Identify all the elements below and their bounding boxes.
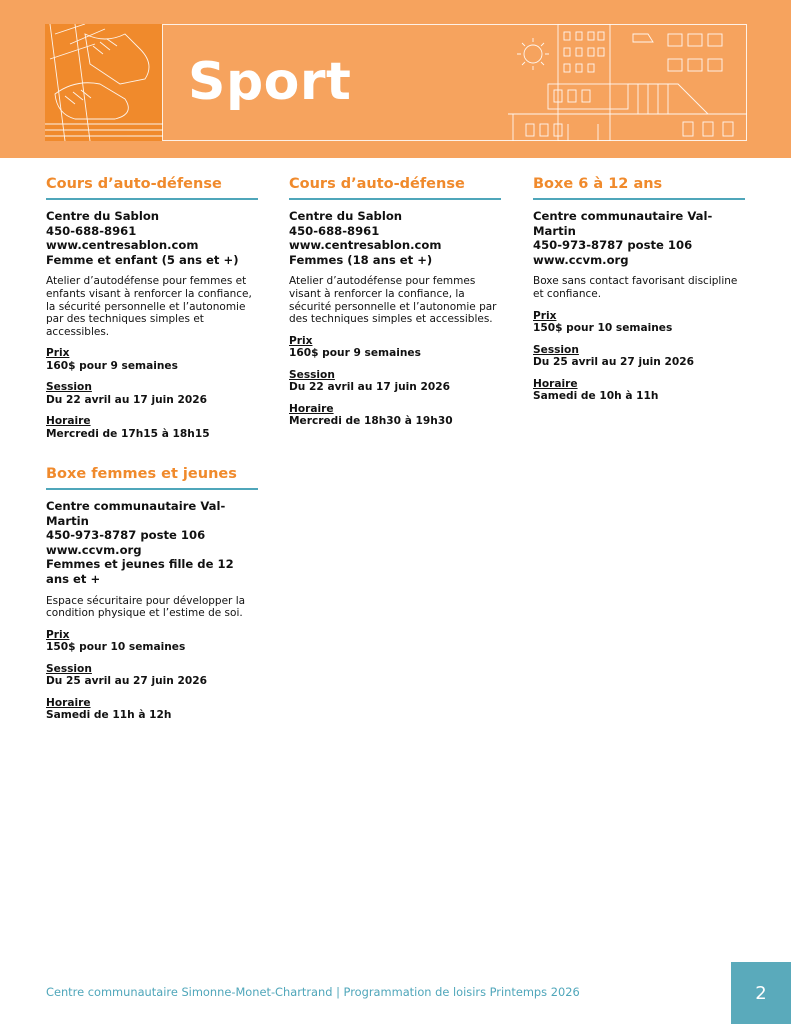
- schedule-value: Samedi de 11h à 12h: [46, 709, 172, 722]
- page-number: [731, 962, 791, 1024]
- session-value: Du 25 avril au 27 juin 2026: [533, 356, 695, 369]
- price-label: Prix: [46, 628, 70, 641]
- section-title: Cours d’auto-défense: [46, 175, 258, 200]
- session-field: [533, 344, 745, 369]
- price-value: 150$ pour 10 semaines: [533, 322, 673, 335]
- session-field: [289, 369, 501, 394]
- price-field: [46, 629, 258, 654]
- schedule-label: Horaire: [289, 402, 334, 415]
- activity-section: [46, 465, 258, 722]
- schedule-value: Mercredi de 18h30 à 19h30: [289, 415, 453, 428]
- schedule-value: Mercredi de 17h15 à 18h15: [46, 427, 210, 440]
- column-3: [533, 175, 745, 403]
- description: Atelier d’autodéfense pour femmes visant à renforcer la confiance, la sécurité personnelle et l’autonomie par des techniques simples et accessibles.: [289, 275, 497, 326]
- contact-block: [289, 209, 501, 267]
- session-label: Session: [46, 662, 92, 675]
- price-label: Prix: [46, 347, 70, 360]
- schedule-field: [289, 403, 501, 428]
- price-label: Prix: [533, 309, 557, 322]
- organization-name: Centre du Sablon: [289, 209, 403, 223]
- price-value: 160$ pour 9 semaines: [46, 359, 178, 372]
- price-value: 150$ pour 10 semaines: [46, 641, 186, 654]
- session-field: [46, 381, 258, 406]
- phone-number[interactable]: 450-973-8787 poste 106: [46, 528, 206, 543]
- footer-text: Centre communautaire Simonne-Monet-Chartrand | Programmation de loisirs Printemps 2026: [46, 985, 580, 999]
- website-link[interactable]: www.ccvm.org: [46, 542, 142, 557]
- description: Espace sécuritaire pour développer la condition physique et l’estime de soi.: [46, 594, 246, 620]
- website-link[interactable]: www.centresablon.com: [46, 238, 199, 253]
- building-sun-illustration: [508, 24, 747, 141]
- section-title: Boxe 6 à 12 ans: [533, 175, 745, 200]
- column-2: [289, 175, 501, 428]
- column-1-second: [46, 465, 258, 722]
- activity-section: [289, 175, 501, 428]
- contact-block: [533, 209, 745, 267]
- page-number-label: 2: [755, 982, 767, 1004]
- section-title: Boxe femmes et jeunes: [46, 465, 258, 490]
- price-value: 160$ pour 9 semaines: [289, 347, 421, 360]
- organization-name: Centre communautaire Val-Martin: [533, 209, 713, 238]
- page-title: Sport: [188, 52, 352, 112]
- contact-block: [46, 499, 258, 587]
- organization-name: Centre communautaire Val-Martin: [46, 499, 226, 528]
- session-value: Du 22 avril au 17 juin 2026: [289, 381, 451, 394]
- price-field: [533, 310, 745, 335]
- website-link[interactable]: www.centresablon.com: [289, 238, 442, 253]
- schedule-label: Horaire: [46, 415, 91, 428]
- session-label: Session: [46, 381, 92, 394]
- session-label: Session: [289, 368, 335, 381]
- running-shoes-illustration: [45, 24, 163, 141]
- column-1: [46, 175, 258, 440]
- audience: Femmes (18 ans et +): [289, 252, 433, 267]
- schedule-label: Horaire: [46, 696, 91, 709]
- session-field: [46, 663, 258, 688]
- audience: Femme et enfant (5 ans et +): [46, 252, 239, 267]
- website-link[interactable]: www.ccvm.org: [533, 252, 629, 267]
- audience: Femmes et jeunes fille de 12 ans et +: [46, 557, 234, 586]
- schedule-field: [533, 378, 745, 403]
- price-field: [46, 347, 258, 372]
- phone-number[interactable]: 450-973-8787 poste 106: [533, 238, 693, 253]
- session-value: Du 25 avril au 27 juin 2026: [46, 675, 208, 688]
- schedule-label: Horaire: [533, 377, 578, 390]
- organization-name: Centre du Sablon: [46, 209, 160, 223]
- session-label: Session: [533, 343, 579, 356]
- phone-number[interactable]: 450-688-8961: [46, 223, 137, 238]
- price-label: Prix: [289, 334, 313, 347]
- activity-section: [533, 175, 745, 403]
- schedule-value: Samedi de 10h à 11h: [533, 390, 659, 403]
- contact-block: [46, 209, 258, 267]
- description: Boxe sans contact favorisant discipline et confiance.: [533, 275, 738, 300]
- page-header: [0, 0, 791, 158]
- price-field: [289, 335, 501, 360]
- section-title: Cours d’auto-défense: [289, 175, 501, 200]
- description: Atelier d’autodéfense pour femmes et enfants visant à renforcer la confiance, la sécurité personnelle et l’autonomie par des techniques simples et accessibles.: [46, 275, 252, 338]
- schedule-field: [46, 415, 258, 440]
- session-value: Du 22 avril au 17 juin 2026: [46, 393, 208, 406]
- phone-number[interactable]: 450-688-8961: [289, 223, 380, 238]
- schedule-field: [46, 697, 258, 722]
- activity-section: [46, 175, 258, 440]
